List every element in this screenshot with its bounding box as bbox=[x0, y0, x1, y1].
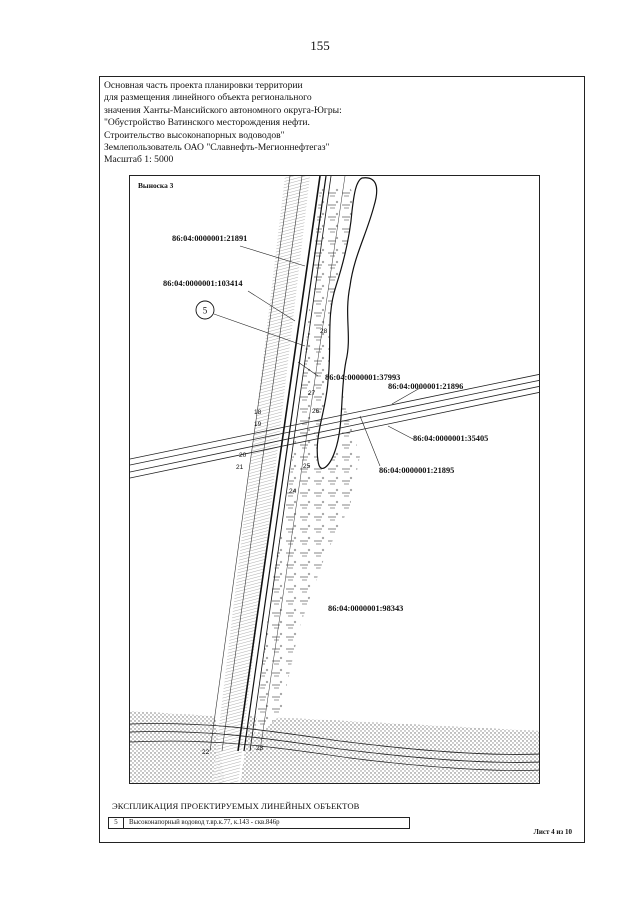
parcel-label: 86:04:0000001:98343 bbox=[328, 604, 404, 613]
point-label: 28 bbox=[320, 328, 328, 335]
header-block bbox=[104, 80, 342, 167]
point-label: 24 bbox=[289, 488, 297, 495]
legend-row bbox=[108, 817, 410, 829]
point-label: 19 bbox=[254, 421, 262, 428]
point-label: 27 bbox=[308, 390, 316, 397]
parcel-label: 86:04:0000001:21891 bbox=[172, 234, 248, 243]
leader-line bbox=[360, 416, 380, 466]
header-line: значения Ханты-Мансийского автономного округа-Югры: bbox=[104, 104, 342, 116]
header-line: Строительство высоконапорных водоводов" bbox=[104, 129, 285, 141]
map-inset bbox=[129, 175, 540, 784]
header-line: Масштаб 1: 5000 bbox=[104, 154, 174, 166]
parcel-label: 86:04:0000001:37993 bbox=[325, 373, 401, 382]
leader-line bbox=[388, 426, 413, 439]
page-number: 155 bbox=[310, 38, 330, 53]
point-label: 26 bbox=[312, 408, 320, 415]
header-line: Основная часть проекта планировки территории bbox=[104, 80, 303, 91]
sheet-label: Лист 4 из 10 bbox=[533, 828, 572, 836]
legend-row-description: Высоконапорный водовод т.вр.к.77, к.143 - скв.846р bbox=[129, 819, 280, 826]
legend-title: ЭКСПЛИКАЦИЯ ПРОЕКТИРУЕМЫХ ЛИНЕЙНЫХ ОБЪЕКТОВ bbox=[112, 801, 360, 811]
point-label: 20 bbox=[239, 452, 247, 459]
parcel-label: 86:04:0000001:103414 bbox=[163, 279, 243, 288]
legend-row-number: 5 bbox=[109, 818, 124, 828]
point-label: 22 bbox=[202, 749, 210, 756]
map-drawing bbox=[130, 176, 540, 784]
point-label: 21 bbox=[236, 464, 244, 471]
header-line: Землепользователь ОАО "Славнефть-Мегионнефтегаз" bbox=[104, 142, 330, 154]
point-label: 25 bbox=[303, 463, 311, 470]
header-line: "Обустройство Ватинского месторождения нефти. bbox=[104, 117, 310, 129]
inset-title: Выноска 3 bbox=[138, 181, 174, 190]
parcel-label: 86:04:0000001:21895 bbox=[379, 466, 455, 475]
point-label: 23 bbox=[256, 745, 264, 752]
object-marker-label: 5 bbox=[202, 305, 208, 316]
point-label: 18 bbox=[254, 409, 262, 416]
parcel-label: 86:04:0000001:35405 bbox=[413, 434, 489, 443]
parcel-label: 86:04:0000001:21896 bbox=[388, 382, 464, 391]
header-line: для размещения линейного объекта регионального bbox=[104, 92, 312, 104]
shaded-area bbox=[240, 716, 540, 784]
